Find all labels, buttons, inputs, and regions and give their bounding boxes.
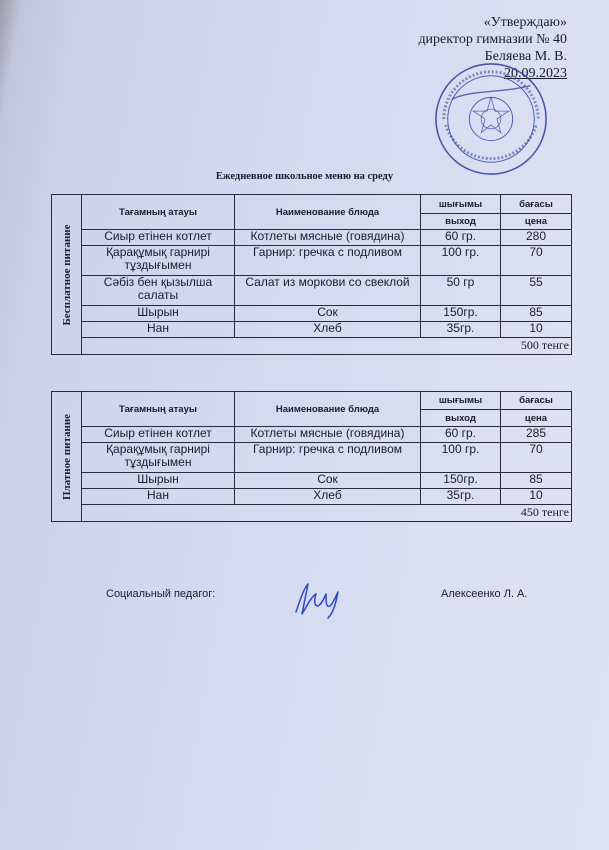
dish-amount: 100 гр.: [421, 443, 501, 473]
dish-price: 70: [501, 246, 572, 276]
free-meal-side-text: Бесплатное питание: [60, 223, 73, 326]
dish-price: 85: [501, 473, 572, 489]
official-stamp-icon: [432, 60, 550, 178]
dish-name-ru: Сок: [235, 306, 421, 322]
table-row: [52, 322, 572, 338]
dish-name-ru: Салат из моркови со свеклой: [235, 276, 421, 306]
table-row: [52, 443, 572, 473]
menu-title: Ежедневное школьное меню на среду: [215, 171, 394, 182]
header-price-ru: цена: [501, 410, 572, 427]
dish-amount: 60 гр.: [421, 427, 501, 443]
dish-price: 285: [501, 427, 572, 443]
dish-name-kz: Сиыр етінен котлет: [82, 230, 235, 246]
approval-line-2: директор гимназии № 40: [418, 32, 567, 47]
free-meal-table: [51, 194, 572, 355]
signature-icon: [292, 578, 344, 620]
dish-name-ru: Сок: [235, 473, 421, 489]
dish-name-kz: Қарақұмық гарнирі тұздығымен: [82, 246, 235, 276]
footer-name: Алексеенко Л. А.: [441, 588, 528, 600]
free-meal-side-label: [52, 195, 82, 355]
table-row: [52, 246, 572, 276]
header-amount-ru: выход: [421, 410, 501, 427]
dish-price: 85: [501, 306, 572, 322]
header-amount-kz: шығымы: [421, 392, 501, 410]
table-row: [52, 306, 572, 322]
dish-price: 280: [501, 230, 572, 246]
header-price-ru: цена: [501, 214, 572, 230]
dish-name-kz: Нан: [82, 489, 235, 505]
header-name-kz: Тағамның атауы: [82, 392, 235, 427]
paid-meal-side-text: Платное питание: [60, 413, 73, 500]
approval-line-1: «Утверждаю»: [483, 15, 567, 30]
dish-name-ru: Хлеб: [235, 322, 421, 338]
footer-role: Социальный педагог:: [106, 588, 216, 600]
dish-name-ru: Хлеб: [235, 489, 421, 505]
dish-name-kz: Шырын: [82, 473, 235, 489]
header-amount-ru: выход: [421, 214, 501, 230]
approval-line-3: Беляева М. В.: [484, 49, 567, 64]
dish-amount: 35гр.: [421, 489, 501, 505]
dish-name-ru: Котлеты мясные (говядина): [235, 427, 421, 443]
dish-name-ru: Котлеты мясные (говядина): [235, 230, 421, 246]
paid-meal-total: 450 тенге: [82, 505, 572, 522]
dish-amount: 50 гр: [421, 276, 501, 306]
dish-price: 10: [501, 322, 572, 338]
dish-amount: 60 гр.: [421, 230, 501, 246]
dish-name-kz: Қарақұмық гарнирі тұздығымен: [82, 443, 235, 473]
dish-name-kz: Сәбіз бен қызылша салаты: [82, 276, 235, 306]
table-row: [52, 276, 572, 306]
table-row: [52, 489, 572, 505]
header-name-ru: Наименование блюда: [235, 392, 421, 427]
table-row: [52, 427, 572, 443]
header-price-kz: бағасы: [501, 392, 572, 410]
dish-name-ru: Гарнир: гречка с подливом: [235, 246, 421, 276]
dish-name-kz: Шырын: [82, 306, 235, 322]
header-name-ru: Наименование блюда: [235, 195, 421, 230]
dish-name-ru: Гарнир: гречка с подливом: [235, 443, 421, 473]
dish-name-kz: Сиыр етінен котлет: [82, 427, 235, 443]
header-amount-kz: шығымы: [421, 195, 501, 214]
paid-meal-table: [51, 391, 572, 522]
free-meal-total: 500 тенге: [82, 338, 572, 355]
dish-amount: 150гр.: [421, 473, 501, 489]
dish-name-kz: Нан: [82, 322, 235, 338]
dish-amount: 150гр.: [421, 306, 501, 322]
dish-price: 70: [501, 443, 572, 473]
header-name-kz: Тағамның атауы: [82, 195, 235, 230]
dish-amount: 100 гр.: [421, 246, 501, 276]
approval-date: 20.09.2023: [504, 66, 567, 81]
table-row: [52, 473, 572, 489]
paid-meal-side-label: [52, 392, 82, 522]
dish-price: 55: [501, 276, 572, 306]
header-price-kz: бағасы: [501, 195, 572, 214]
table-row: [52, 230, 572, 246]
dish-price: 10: [501, 489, 572, 505]
dish-amount: 35гр.: [421, 322, 501, 338]
